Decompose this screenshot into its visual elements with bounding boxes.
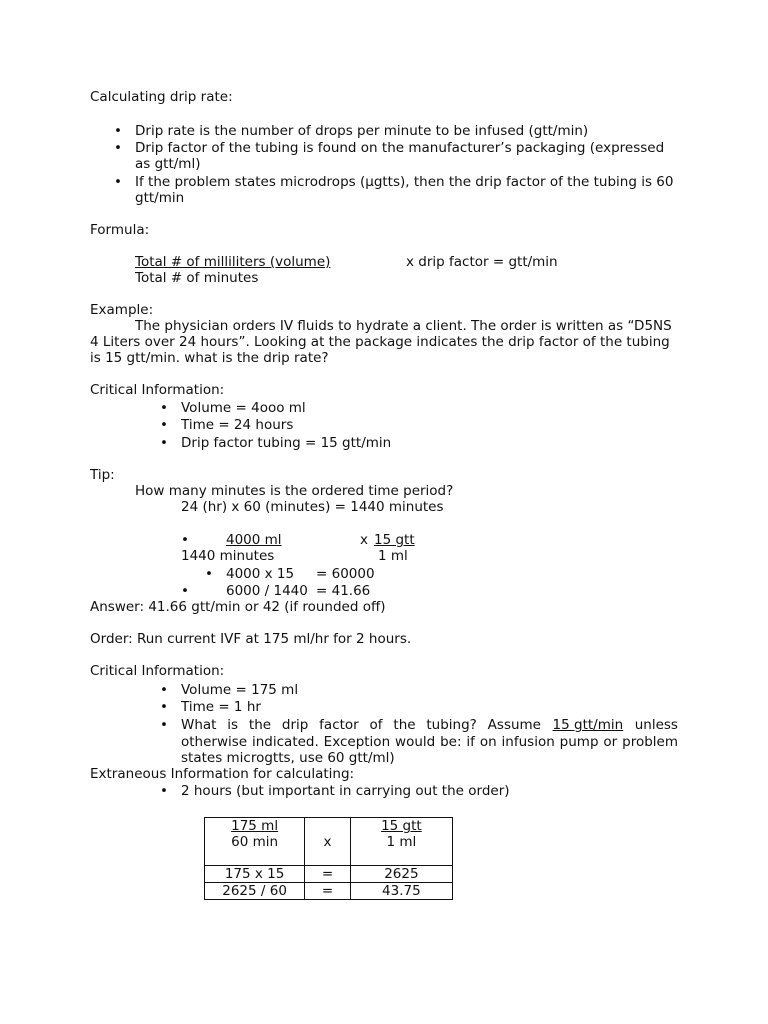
tip-question: How many minutes is the ordered time period?	[135, 483, 454, 499]
critical-info-label: Critical Information:	[90, 663, 225, 679]
table-cell: 2625	[350, 866, 452, 883]
tip-step-right: = 41.66	[316, 583, 371, 599]
table-row	[205, 883, 453, 900]
extraneous-item: • 2 hours (but important in carrying out the order)	[181, 783, 510, 800]
extraneous-label: Extraneous Information for calculating:	[90, 766, 355, 782]
formula-label: Formula:	[90, 222, 150, 238]
assumed-drip-factor: 15 gtt/min	[552, 717, 624, 733]
table-cell: =	[305, 883, 351, 900]
critical-info-question-continued: otherwise indicated. Exception would be: if on infusion pump or problem	[181, 734, 678, 750]
tip-calc-denominator-2: 1 ml	[378, 548, 408, 564]
table-cell: 175 x 15	[205, 866, 305, 883]
tip-step-left: • 4000 x 15	[226, 566, 294, 583]
order-line: Order: Run current IVF at 175 ml/hr for 2 hours.	[90, 631, 412, 647]
example-label: Example:	[90, 302, 154, 318]
question-text-end: unless	[634, 717, 678, 733]
table-numerator: 15 gtt	[381, 818, 422, 834]
table-numerator: 175 ml	[231, 818, 279, 834]
table-row	[205, 866, 453, 883]
answer-line: Answer: 41.66 gtt/min or 42 (if rounded off)	[90, 599, 386, 615]
critical-info-item: • Time = 24 hours	[181, 417, 293, 434]
table-cell: =	[305, 866, 351, 883]
critical-info-label: Critical Information:	[90, 382, 225, 398]
calculation-table	[204, 817, 453, 900]
critical-info-item: • Time = 1 hr	[181, 699, 261, 716]
table-row	[205, 818, 453, 866]
bullet-item: • If the problem states microdrops (µgtts), then the drip factor of the tubing is 60	[135, 174, 673, 191]
critical-info-item: • Drip factor tubing = 15 gtt/min	[181, 435, 391, 452]
critical-info-item: • Volume = 4ooo ml	[181, 400, 306, 417]
table-cell: 2625 / 60	[205, 883, 305, 900]
critical-info-question-continued: states microgtts, use 60 gtt/ml)	[181, 750, 395, 766]
bullet-item: • Drip factor of the tubing is found on the manufacturer’s packaging (expressed	[135, 140, 664, 157]
example-line: is 15 gtt/min. what is the drip rate?	[90, 350, 329, 366]
example-line: 4 Liters over 24 hours”. Looking at the package indicates the drip factor of the tubing	[90, 334, 670, 350]
tip-calc-times: x	[360, 532, 368, 548]
tip-label: Tip:	[90, 467, 115, 483]
page-heading: Calculating drip rate:	[90, 89, 233, 105]
tip-calc-denominator: 1440 minutes	[181, 548, 275, 564]
example-line: The physician orders IV fluids to hydrate a client. The order is written as “D5NS	[135, 318, 672, 334]
table-cell: x	[305, 818, 351, 866]
table-cell	[205, 818, 305, 866]
formula-multiplier: x drip factor = gtt/min	[406, 254, 558, 270]
table-cell	[350, 818, 452, 866]
question-text: • What is the drip factor of the tubing? Assume	[181, 717, 541, 733]
bullet-item: • Drip rate is the number of drops per minute to be infused (gtt/min)	[135, 123, 588, 140]
table-denominator: 60 min	[231, 834, 279, 850]
tip-step-left: 6000 / 1440	[226, 583, 308, 599]
table-cell: 43.75	[350, 883, 452, 900]
bullet-item-continued: as gtt/ml)	[135, 156, 201, 172]
table-denominator: 1 ml	[386, 834, 417, 850]
tip-conversion: 24 (hr) x 60 (minutes) = 1440 minutes	[181, 499, 444, 515]
tip-calc-numerator-2: 15 gtt	[374, 532, 415, 548]
tip-step-right: = 60000	[316, 566, 375, 582]
bullet-item-continued: gtt/min	[135, 190, 185, 206]
critical-info-question	[181, 717, 678, 734]
formula-denominator: Total # of minutes	[135, 270, 259, 286]
critical-info-item: • Volume = 175 ml	[181, 682, 298, 699]
formula-numerator: Total # of milliliters (volume)	[135, 254, 331, 270]
tip-step-bullet: •	[181, 583, 189, 599]
tip-calc-numerator: 4000 ml	[226, 532, 282, 548]
